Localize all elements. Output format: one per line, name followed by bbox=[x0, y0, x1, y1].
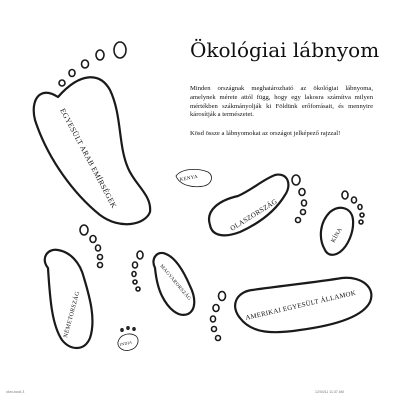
footprint-india bbox=[118, 327, 138, 351]
footprint-label-usa: AMERIKAI EGYESÜLT ÁLLAMOK bbox=[244, 289, 357, 322]
print-mark-right: 12/04/11 11:37 AM bbox=[315, 390, 344, 394]
footprint-kenya bbox=[176, 169, 211, 186]
page-title: Ökológiai lábnyom bbox=[190, 38, 380, 62]
footprint-label-hungary: MAGYARORSZÁG bbox=[158, 264, 192, 302]
footprint-label-china: KÍNA bbox=[330, 226, 344, 244]
footprint-label-italy: OLASZORSZÁG bbox=[228, 197, 279, 233]
footprint-hungary bbox=[132, 251, 194, 315]
instruction-text: Kösd össze a lábnyomokat az országot jelképező rajzzal! bbox=[190, 130, 341, 137]
footprint-germany bbox=[45, 225, 103, 348]
footprint-label-uae: EGYESÜLT ARAB EMÍRSÉGEK bbox=[58, 106, 119, 210]
footprint-usa bbox=[211, 278, 372, 341]
print-mark-left: okm-book 3 bbox=[6, 390, 25, 394]
footprint-label-kenya: KENYA bbox=[179, 174, 199, 183]
footprint-label-germany: NÉMETORSZÁG bbox=[63, 290, 82, 339]
footprint-uae bbox=[34, 42, 150, 224]
footprint-label-india: INDIA bbox=[119, 339, 133, 347]
intro-paragraph: Minden országnak meghatározható az ökológiai lábnyoma, amelynek mérete attól függ, hogy egy lakosra számítva milyen mértékben szákmányolják ki Földünk erőforrásait, és mennyire károsítják a természetet. bbox=[190, 85, 373, 119]
footprint-china bbox=[321, 191, 364, 255]
footprint-italy bbox=[209, 175, 306, 236]
